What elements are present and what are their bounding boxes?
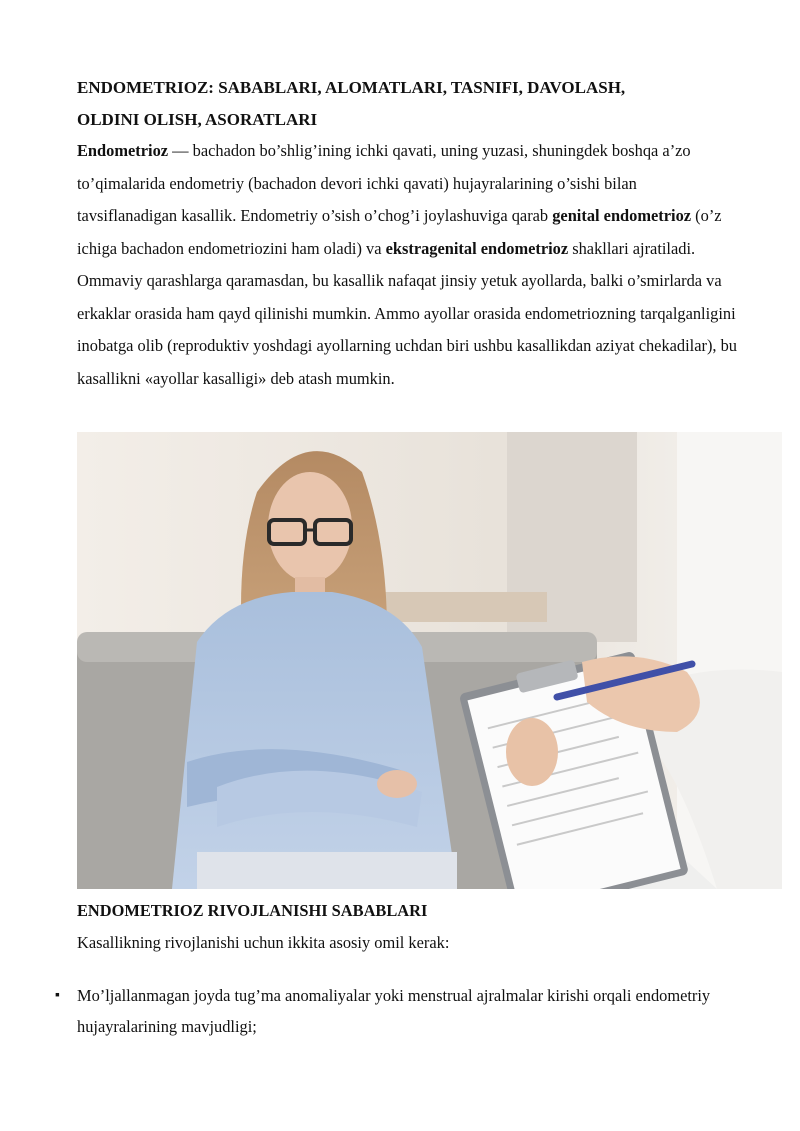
article	[77, 72, 737, 395]
causes-list	[55, 980, 737, 1042]
intro-paragraph	[77, 135, 737, 395]
intro-text-2: (o’z ichiga bachadon endometriozini ham oladi) va	[77, 206, 722, 258]
consultation-photo	[77, 432, 782, 889]
title-line-1: ENDOMETRIOZ: SABABLARI, ALOMATLARI, TASNIFI, DAVOLASH,	[77, 78, 626, 97]
intro-text-1: — bachadon bo’shlig’ining ichki qavati, uning yuzasi, shuningdek boshqa a’zo to’qimalarida endometriy (bachadon devori ichki qavati) hujayralarining o’sishi bilan tavsiflanadigan kasallik. Endometriy o’sish o’chog’i joylashuviga qarab	[77, 141, 691, 225]
photo-consultation-icon	[77, 432, 782, 889]
term-genital: genital endometrioz	[552, 206, 692, 225]
article-title	[77, 72, 737, 135]
term-endometrioz: Endometrioz	[77, 141, 169, 160]
bullet-icon: ▪	[55, 988, 60, 1003]
term-ekstragenital: ekstragenital endometrioz	[385, 238, 569, 258]
section-intro: Kasallikning rivojlanishi uchun ikkita asosiy omil kerak:	[77, 933, 450, 952]
list-item	[55, 980, 737, 1042]
title-line-2: OLDINI OLISH, ASORATLARI	[77, 109, 318, 129]
section-heading: ENDOMETRIOZ RIVOJLANISHI SABABLARI	[77, 901, 428, 920]
intro-text-3: shakllari ajratiladi. Ommaviy qarashlarga qaramasdan, bu kasallik nafaqat jinsiy yetuk ayollarda, balki o’smirlarda va erkaklar orasida ham qayd qilinishi mumkin. Ammo ayollar orasida endometriozning tarqalganligini inobatga olib (reproduktiv yoshdagi ayollarning uchdan biri ushbu kasallikdan aziyat chekadilar), bu kasallikni «ayollar kasalligi» deb atash mumkin.	[77, 238, 737, 388]
list-item-text: Mo’ljallanmagan joyda tug’ma anomaliyalar yoki menstrual ajralmalar kirishi orqali endometriy hujayralarining mavjudligi;	[77, 986, 711, 1036]
